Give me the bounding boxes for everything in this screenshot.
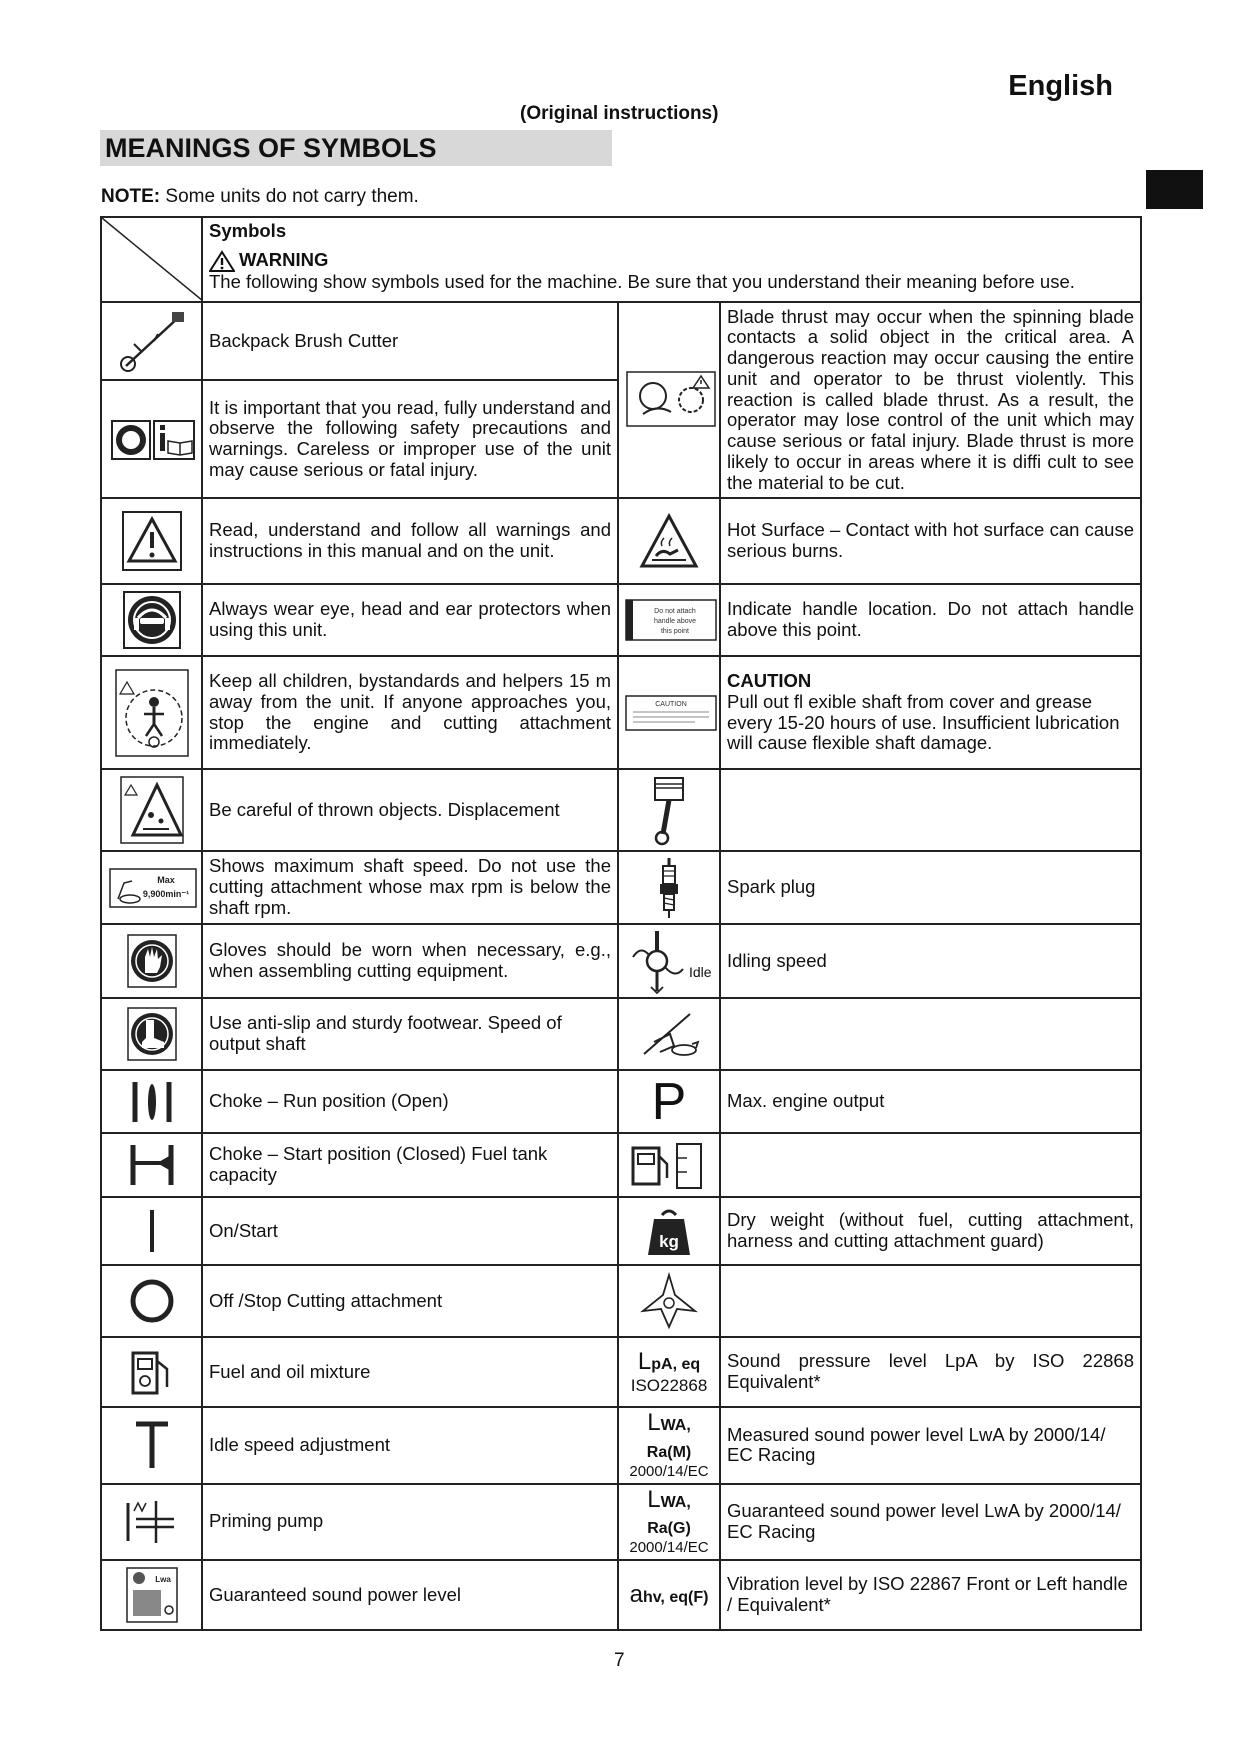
note-label: NOTE: — [101, 186, 161, 207]
table-row — [101, 1197, 1141, 1265]
text-cell: Measured sound power level LwA by 2000/14/ EC Racing — [720, 1407, 1141, 1484]
lwa-m-sub: WA, Ra(M) — [646, 1417, 692, 1461]
lwa-icon-label: Lwa — [154, 1575, 171, 1585]
table-row — [101, 924, 1141, 998]
on-start-icon — [101, 1197, 202, 1265]
text-cell — [720, 769, 1141, 851]
thrown-objects-icon — [101, 769, 202, 851]
gloves-icon — [101, 924, 202, 998]
keep-distance-icon — [101, 656, 202, 769]
table-row — [101, 1070, 1141, 1133]
text-cell: Idle speed adjustment — [202, 1407, 618, 1484]
text-cell: Idling speed — [720, 924, 1141, 998]
table-row — [101, 851, 1141, 924]
lwa-m-ref: 2000/14/EC — [629, 1462, 709, 1480]
text-cell: Use anti-slip and sturdy footwear. Speed of output shaft — [202, 998, 618, 1070]
lpa-sub: pA, eq — [651, 1356, 701, 1374]
text-cell: Priming pump — [202, 1484, 618, 1561]
idle-adjust-icon — [101, 1407, 202, 1484]
spark-plug-icon — [618, 851, 720, 924]
table-row — [101, 656, 1141, 769]
text-cell: Choke – Start position (Closed) Fuel tank capacity — [202, 1133, 618, 1197]
table-row — [101, 498, 1141, 584]
text-cell: Be careful of thrown objects. Displacement — [202, 769, 618, 851]
text-cell: Dry weight (without fuel, cutting attachment, harness and cutting attachment guard) — [720, 1197, 1141, 1265]
diagonal-line — [102, 218, 203, 301]
ahv-symbol — [618, 1560, 720, 1630]
intro-text: The following show symbols used for the machine. Be sure that you understand their meaning before use. — [209, 270, 1075, 292]
warning-triangle-icon — [209, 250, 235, 272]
blade-icon — [618, 1265, 720, 1337]
caution-title: CAUTION — [727, 670, 812, 692]
warning-triangle-icon — [101, 498, 202, 584]
brush-cutter-icon — [101, 302, 202, 380]
max-rpm-label: 9,900min⁻¹ — [142, 888, 190, 899]
max-speed-icon — [101, 851, 202, 924]
fuel-oil-icon — [101, 1337, 202, 1407]
table-row — [101, 1484, 1141, 1561]
text-cell: Shows maximum shaft speed. Do not use the cutting attachment whose max rpm is below the shaft rpm. — [202, 851, 618, 924]
table-row — [101, 998, 1141, 1070]
table-row — [101, 1560, 1141, 1630]
header-text-cell — [202, 217, 1141, 302]
table-row — [101, 1337, 1141, 1407]
svg-text:Do not attach: Do not attach — [654, 608, 696, 615]
max-label: Max — [157, 874, 175, 885]
svg-text:handle above: handle above — [653, 618, 697, 625]
ahv-a: a — [629, 1580, 643, 1608]
text-cell: Blade thrust may occur when the spinning blade contacts a solid object in the critical area. A dangerous reaction may occur causing the entire unit and operator to be thrust violently. This reaction is called blade thrust. As a result, the operator may lose control of the unit which may cause serious or fatal injury. Blade thrust is more likely to occur in areas where it is diffi cult to see the material to be cut. — [720, 302, 1141, 498]
lwa-g-sub: WA, Ra(G) — [647, 1493, 691, 1538]
text-cell: Choke – Run position (Open) — [202, 1070, 618, 1133]
note — [101, 186, 419, 208]
lwa-g-ref: 2000/14/EC — [629, 1539, 709, 1557]
lwa-g-symbol — [618, 1484, 720, 1561]
lwa-g-main — [625, 1487, 713, 1541]
warning-label: WARNING — [239, 249, 329, 271]
table-header-row — [101, 217, 1141, 302]
svg-text:CAUTION: CAUTION — [655, 700, 687, 708]
read-manual-icon — [101, 380, 202, 498]
lpa-main — [625, 1349, 713, 1376]
table-row — [101, 1407, 1141, 1484]
text-cell — [720, 1265, 1141, 1337]
svg-text:this point: this point — [660, 628, 690, 635]
idling-icon — [618, 924, 720, 998]
off-stop-icon — [101, 1265, 202, 1337]
text-cell: Fuel and oil mixture — [202, 1337, 618, 1407]
caution-text: Pull out fl exible shaft from cover and grease every 15-20 hours of use. Insufficient lubrication will cause flexible shaft damage. — [727, 690, 1120, 754]
note-text: Some units do not carry them. — [165, 186, 419, 207]
handle-label-icon — [618, 584, 720, 656]
ahv-sub: hv, eq(F) — [642, 1588, 709, 1606]
text-cell: Keep all children, bystandards and helpers 15 m away from the unit. If anyone approaches you, stop the engine and cutting attachment immediately. — [202, 656, 618, 769]
text-cell: Gloves should be worn when necessary, e.g., when assembling cutting equipment. — [202, 924, 618, 998]
lpa-ref: ISO22868 — [630, 1375, 708, 1395]
hot-surface-icon — [618, 498, 720, 584]
header-diagonal-cell — [101, 217, 202, 302]
language-label: English — [1008, 70, 1113, 102]
text-cell: Indicate handle location. Do not attach handle above this point. — [720, 584, 1141, 656]
fuel-tank-icon — [618, 1133, 720, 1197]
text-cell: Guaranteed sound power level — [202, 1560, 618, 1630]
text-cell: Spark plug — [720, 851, 1141, 924]
ahv-main — [625, 1582, 713, 1609]
idle-label: Idle — [689, 964, 712, 980]
text-cell: Max. engine output — [720, 1070, 1141, 1133]
weight-icon — [618, 1197, 720, 1265]
protectors-icon — [101, 584, 202, 656]
text-cell — [720, 998, 1141, 1070]
text-cell: It is important that you read, fully understand and observe the following safety precautions and warnings. Careless or improper use of the unit may cause serious or fatal injury. — [202, 380, 618, 498]
table-row — [101, 1265, 1141, 1337]
section-heading: MEANINGS OF SYMBOLS — [100, 130, 612, 166]
original-instructions: (Original instructions) — [520, 103, 719, 124]
text-cell: On/Start — [202, 1197, 618, 1265]
lpa-symbol — [618, 1337, 720, 1407]
symbols-label: Symbols — [209, 220, 287, 241]
table-row — [101, 1133, 1141, 1197]
lwa-m-l: L — [647, 1409, 661, 1436]
choke-run-icon — [101, 1070, 202, 1133]
footwear-icon — [101, 998, 202, 1070]
choke-start-icon — [101, 1133, 202, 1197]
blade-thrust-icon — [618, 302, 720, 498]
table-row — [101, 769, 1141, 851]
text-cell: Hot Surface – Contact with hot surface can cause serious burns. — [720, 498, 1141, 584]
text-cell: Off /Stop Cutting attachment — [202, 1265, 618, 1337]
text-cell: Sound pressure level LpA by ISO 22868 Equivalent* — [720, 1337, 1141, 1407]
text-cell — [720, 1133, 1141, 1197]
table-row — [101, 584, 1141, 656]
lpa-l: L — [637, 1348, 652, 1376]
symbols-table — [100, 216, 1142, 1631]
table-row — [101, 302, 1141, 380]
max-engine-output-icon — [618, 1070, 720, 1133]
output-shaft-icon — [618, 998, 720, 1070]
text-cell: Backpack Brush Cutter — [202, 302, 618, 380]
lwa-g-l: L — [647, 1485, 661, 1513]
priming-pump-icon — [101, 1484, 202, 1561]
page-number: 7 — [614, 1650, 625, 1671]
lwa-m-main — [625, 1410, 713, 1464]
caution-label-icon — [618, 656, 720, 769]
text-cell: Vibration level by ISO 22867 Front or Left handle / Equivalent* — [720, 1560, 1141, 1630]
sound-power-icon — [101, 1560, 202, 1630]
text-cell — [720, 656, 1141, 769]
p-symbol: P — [651, 1072, 687, 1131]
piston-icon — [618, 769, 720, 851]
text-cell: Read, understand and follow all warnings and instructions in this manual and on the unit. — [202, 498, 618, 584]
section-tab-marker — [1146, 170, 1203, 209]
kg-label: kg — [659, 1232, 679, 1251]
lwa-m-symbol — [618, 1407, 720, 1484]
text-cell: Guaranteed sound power level LwA by 2000/14/ EC Racing — [720, 1484, 1141, 1561]
text-cell: Always wear eye, head and ear protectors when using this unit. — [202, 584, 618, 656]
